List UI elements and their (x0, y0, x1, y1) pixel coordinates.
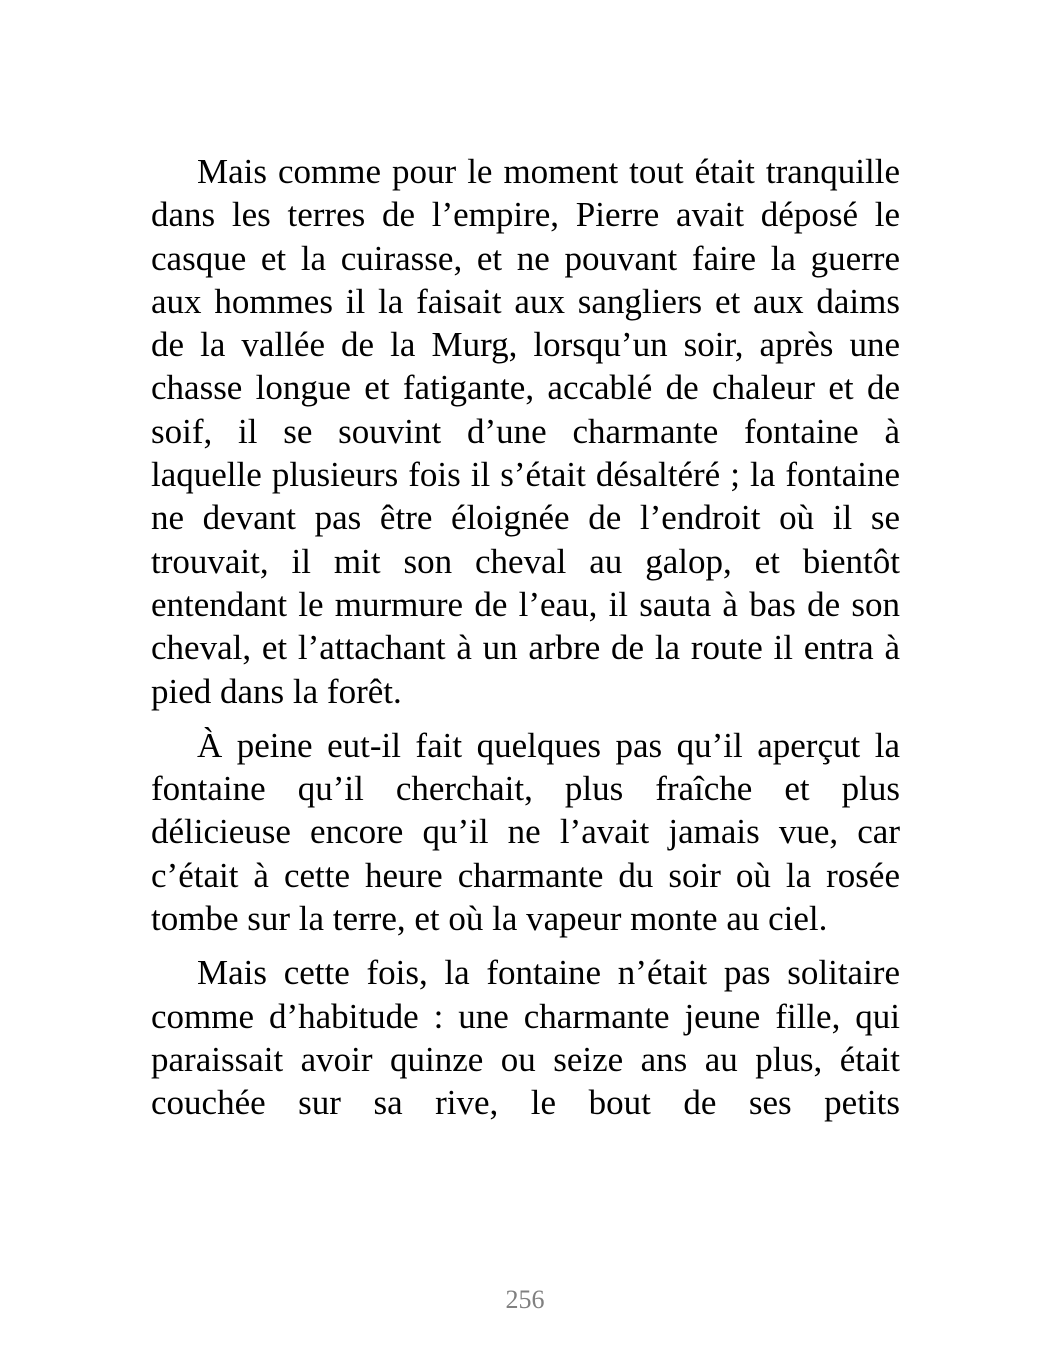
paragraph-1: Mais comme pour le moment tout était tranquille dans les terres de l’empire, Pierre avait déposé le casque et la cuirasse, et ne pouvant faire la guerre aux hommes il la faisait aux sangliers et aux daims de la vallée de la Murg, lorsqu’un soir, après une chasse longue et fatigante, accablé de chaleur et de soif, il se souvint d’une charmante fontaine à laquelle plusieurs fois il s’était désaltéré ; la fontaine ne devant pas être éloignée de l’endroit où il se trouvait, il mit son cheval au galop, et bientôt entendant le murmure de l’eau, il sauta à bas de son cheval, et l’attachant à un arbre de la route il entra à pied dans la forêt. (151, 152, 900, 711)
paragraph-2: À peine eut-il fait quelques pas qu’il aperçut la fontaine qu’il cherchait, plus fraîche et plus délicieuse encore qu’il ne l’avait jamais vue, car c’était à cette heure charmante du soir où la rosée tombe sur la terre, et où la vapeur monte au ciel. (151, 725, 900, 939)
page-number: 256 (505, 1285, 545, 1314)
paragraph-3: Mais cette fois, la fontaine n’était pas solitaire comme d’habitude : une charmante jeune fille, qui paraissait avoir quinze ou seize ans au plus, était couchée sur sa rive, le bout de ses petits (151, 953, 900, 1123)
page-body (151, 150, 900, 1136)
